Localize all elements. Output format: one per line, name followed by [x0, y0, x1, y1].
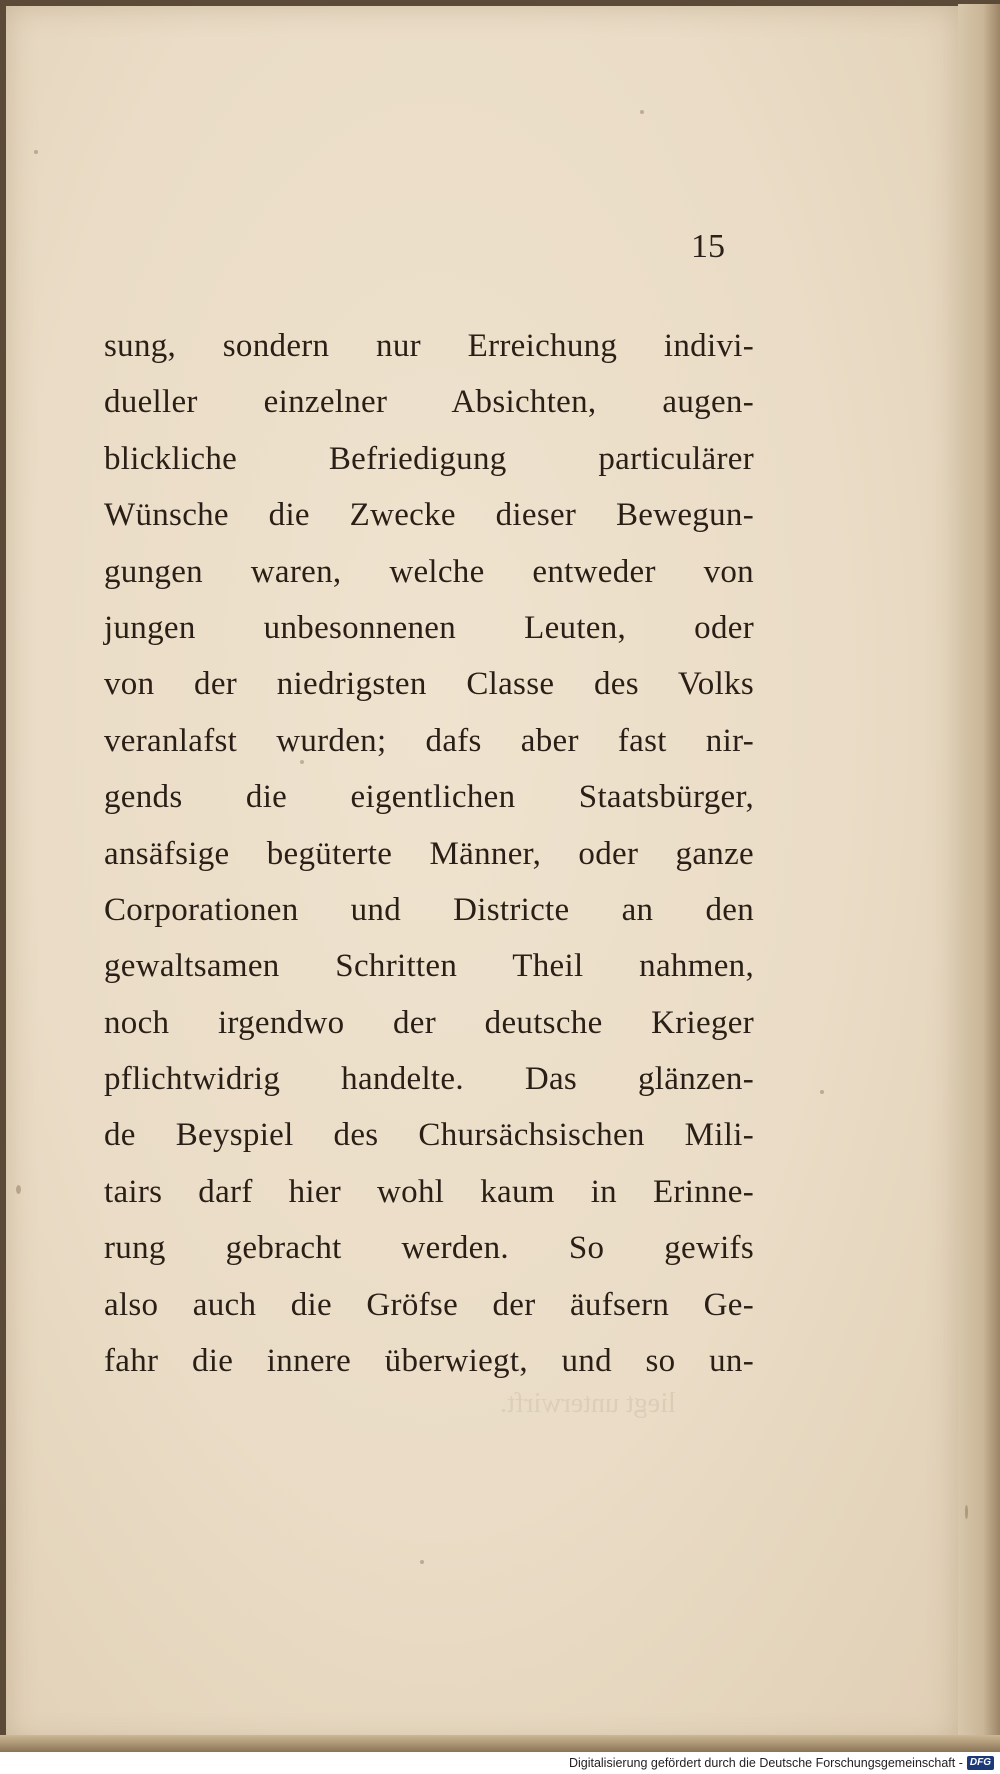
- text-line: Corporationen und Districte an den: [104, 891, 754, 928]
- book-bottom-edge: [0, 1735, 1000, 1752]
- digitization-credit: [0, 1752, 1000, 1774]
- bleed-through-text: liegt unterwirft.: [500, 1388, 676, 1419]
- body-text: [104, 318, 754, 1389]
- text-line: gungen waren, welche entweder von: [104, 553, 754, 590]
- text-line: jungen unbesonnenen Leuten, oder: [104, 609, 754, 646]
- text-line: also auch die Gröfse der äufsern Ge-: [104, 1286, 754, 1323]
- dfg-logo-icon: DFG: [967, 1756, 994, 1770]
- text-line: tairs darf hier wohl kaum in Erinne-: [104, 1173, 754, 1210]
- text-line: veranlafst wurden; dafs aber fast nir-: [104, 722, 754, 759]
- text-line: sung, sondern nur Erreichung indivi-: [104, 328, 754, 364]
- text-line: ansäfsige begüterte Männer, oder ganze: [104, 835, 754, 872]
- text-line: de Beyspiel des Chursächsischen Mili-: [104, 1117, 754, 1154]
- text-line: dueller einzelner Absichten, augen-: [104, 384, 754, 421]
- text-line: gends die eigentlichen Staatsbürger,: [104, 779, 754, 816]
- text-line: gewaltsamen Schritten Theil nahmen,: [104, 948, 754, 985]
- text-line: noch irgendwo der deutsche Krieger: [104, 1004, 754, 1041]
- book-page-edge: [958, 4, 1000, 1746]
- credit-text: Digitalisierung gefördert durch die Deutsche Forschungsgemeinschaft -: [568, 1756, 963, 1770]
- page-number: 15: [691, 228, 725, 265]
- text-line: rung gebracht werden. So gewifs: [104, 1230, 754, 1267]
- text-line: fahr die innere überwiegt, und so un-: [104, 1343, 754, 1380]
- text-line: von der niedrigsten Classe des Volks: [104, 666, 754, 703]
- text-line: blickliche Befriedigung particulärer: [104, 440, 754, 477]
- text-line: pflichtwidrig handelte. Das glänzen-: [104, 1061, 754, 1098]
- text-line: Wünsche die Zwecke dieser Bewegun-: [104, 497, 754, 534]
